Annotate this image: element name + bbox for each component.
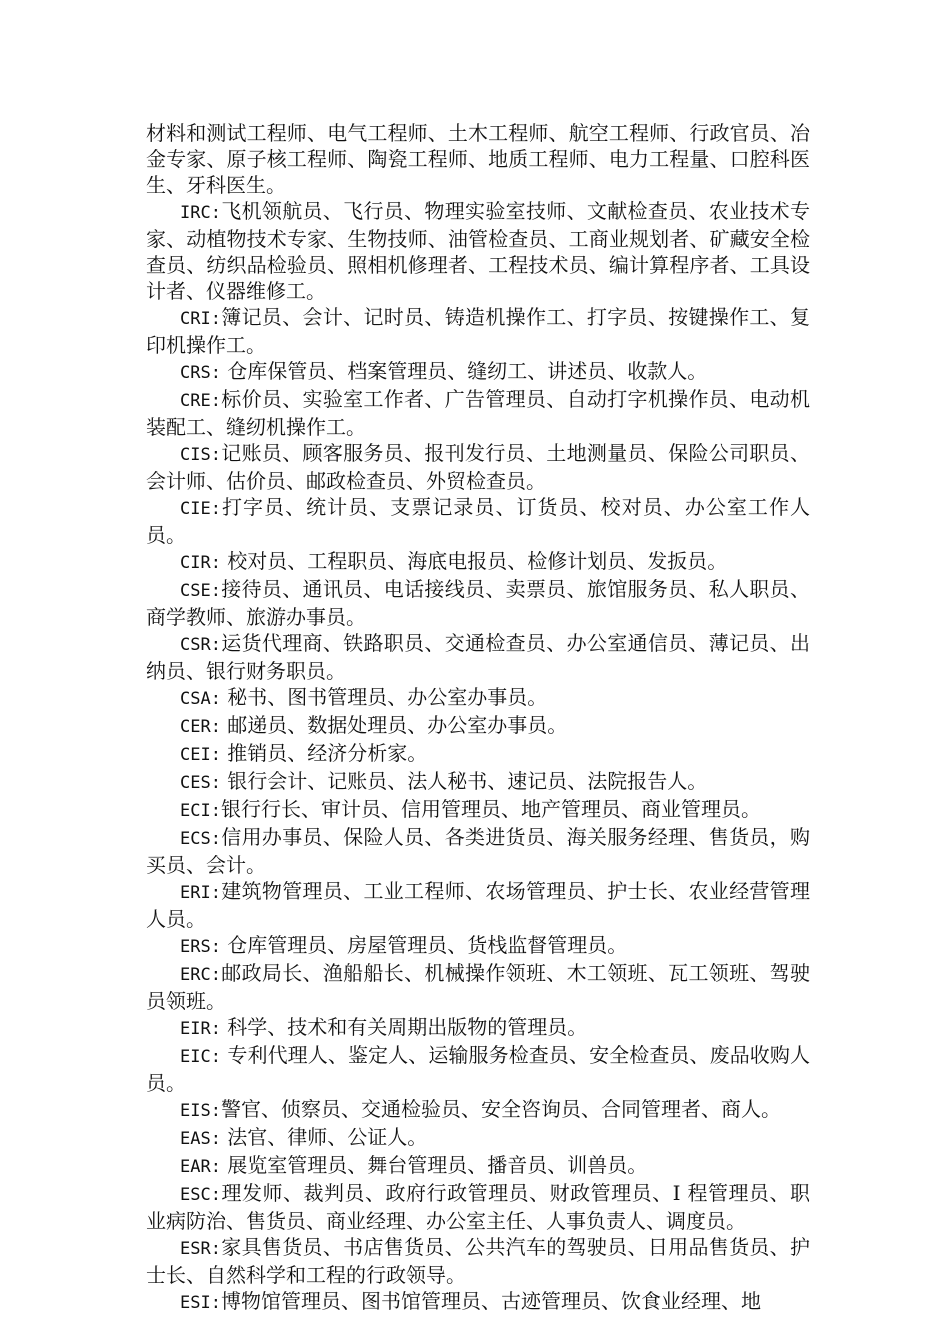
paragraph-text: 校对员、工程职员、海底电报员、检修计划员、发扳员。: [220, 549, 728, 573]
type-code: EIR:: [180, 1019, 221, 1039]
type-code: CIR:: [180, 553, 221, 573]
paragraph-csa: [146, 684, 810, 712]
paragraph-text: 展览室管理员、舞台管理员、播音员、训兽员。: [220, 1153, 648, 1177]
type-code: CES:: [180, 773, 221, 793]
paragraph-esc: [146, 1180, 810, 1234]
paragraph-cer: [146, 712, 810, 740]
paragraph-text: 秘书、图书管理员、办公室办事员。: [220, 685, 548, 709]
paragraph-eas: [146, 1124, 810, 1152]
paragraph-text: 博物馆管理员、图书馆管理员、古迹管理员、饮食业经理、地: [220, 1289, 761, 1313]
type-code: ESR:: [180, 1239, 221, 1259]
paragraph-crs: [146, 358, 810, 386]
paragraph-cir: [146, 548, 810, 576]
paragraph-text: 接待员、通讯员、电话接线员、卖票员、旅馆服务员、私人职员、商学教师、旅游办事员。: [146, 577, 810, 629]
paragraph-text: 银行会计、记账员、法人秘书、速记员、法院报告人。: [220, 769, 708, 793]
type-code: ERS:: [180, 937, 221, 957]
paragraph-text: 打字员、统计员、支票记录员、订货员、校对员、办公室工作人员。: [146, 495, 810, 547]
type-code: ERI:: [180, 883, 221, 903]
paragraph-eir: [146, 1014, 810, 1042]
paragraph-erc: [146, 960, 810, 1014]
paragraph-text: 建筑物管理员、工业工程师、农场管理员、护士长、农业经营管理人员。: [146, 879, 810, 931]
type-code: ERC:: [180, 965, 221, 985]
paragraph-text: 家具售货员、书店售货员、公共汽车的驾驶员、日用品售货员、护士长、自然科学和工程的行政领导。: [146, 1235, 810, 1287]
type-code: ESC:: [180, 1185, 221, 1205]
type-code: ESI:: [180, 1293, 221, 1313]
type-code: ECI:: [180, 801, 221, 821]
paragraph-text: 标价员、实验室工作者、广告管理员、自动打字机操作员、电动机装配工、缝纫机操作工。: [146, 387, 810, 439]
paragraph-esr: [146, 1234, 810, 1288]
paragraph-text: 专利代理人、鉴定人、运输服务检查员、安全检查员、废品收购人员。: [146, 1043, 810, 1095]
type-code: IRC:: [180, 203, 221, 223]
paragraph-text: 仓库保管员、档案管理员、缝纫工、讲述员、收款人。: [220, 359, 708, 383]
type-code: EIC:: [180, 1047, 221, 1067]
paragraph-ecs: [146, 824, 810, 878]
type-code: ECS:: [180, 829, 221, 849]
paragraph-text: 理发师、裁判员、政府行政管理员、财政管理员、I 程管理员、职业病防治、售货员、商业经理、办公室主任、人事负责人、调度员。: [146, 1181, 810, 1233]
paragraph-csr: [146, 630, 810, 684]
paragraph-ear: [146, 1152, 810, 1180]
paragraph-text: 警官、侦察员、交通检验员、安全咨询员、合同管理者、商人。: [220, 1097, 781, 1121]
paragraph-text: 记账员、顾客服务员、报刊发行员、土地测量员、保险公司职员、会计师、估价员、邮政检查员、外贸检查员。: [146, 441, 810, 493]
paragraph-text: 银行行长、审计员、信用管理员、地产管理员、商业管理员。: [220, 797, 761, 821]
document-body: [146, 120, 810, 1316]
paragraph-text: 法官、律师、公证人。: [220, 1125, 428, 1149]
paragraph-cse: [146, 576, 810, 630]
paragraph-irc: [146, 198, 810, 304]
paragraph-text: 飞机领航员、飞行员、物理实验室技师、文献检查员、农业技术专家、动植物技术专家、生物技师、油管检查员、工商业规划者、矿藏安全检查员、纺织品检验员、照相机修理者、工程技术员、编计算程序者、工具设计者、仪器维修工。: [146, 199, 810, 303]
paragraph-text: 仓库管理员、房屋管理员、货栈监督管理员。: [220, 933, 628, 957]
paragraph-eis: [146, 1096, 810, 1124]
paragraph-text: 簿记员、会计、记时员、铸造机操作工、打字员、按键操作工、复印机操作工。: [146, 305, 810, 357]
type-code: EAR:: [180, 1157, 221, 1177]
type-code: CRE:: [180, 391, 221, 411]
type-code: CRS:: [180, 363, 221, 383]
paragraph-text: 信用办事员、保险人员、各类进货员、海关服务经理、售货员，购买员、会计。: [146, 825, 810, 877]
paragraph-eri: [146, 878, 810, 932]
paragraph-text: 运货代理商、铁路职员、交通检查员、办公室通信员、薄记员、出纳员、银行财务职员。: [146, 631, 810, 683]
paragraph-text: 邮递员、数据处理员、办公室办事员。: [220, 713, 568, 737]
type-code: CSR:: [180, 635, 221, 655]
paragraph-cei: [146, 740, 810, 768]
paragraph-esi: [146, 1288, 810, 1316]
paragraph-text: 推销员、经济分析家。: [220, 741, 428, 765]
paragraph-eci: [146, 796, 810, 824]
paragraph-cie: [146, 494, 810, 548]
paragraph-cri: [146, 304, 810, 358]
paragraph-cre: [146, 386, 810, 440]
type-code: EAS:: [180, 1129, 221, 1149]
paragraph-text: 材料和测试工程师、电气工程师、土木工程师、航空工程师、行政官员、冶金专家、原子核工程师、陶瓷工程师、地质工程师、电力工程量、口腔科医生、牙科医生。: [146, 121, 810, 197]
type-code: CEI:: [180, 745, 221, 765]
paragraph-text: 邮政局长、渔船船长、机械操作领班、木工领班、瓦工领班、驾驶员领班。: [146, 961, 810, 1013]
type-code: CSA:: [180, 689, 221, 709]
paragraph-text: 科学、技术和有关周期出版物的管理员。: [220, 1015, 588, 1039]
paragraph-eic: [146, 1042, 810, 1096]
type-code: CER:: [180, 717, 221, 737]
paragraph-ces: [146, 768, 810, 796]
paragraph-continued: [146, 120, 810, 198]
type-code: CSE:: [180, 581, 221, 601]
type-code: CIE:: [180, 499, 221, 519]
paragraph-cis: [146, 440, 810, 494]
type-code: CIS:: [180, 445, 221, 465]
type-code: CRI:: [180, 309, 221, 329]
type-code: EIS:: [180, 1101, 221, 1121]
paragraph-ers: [146, 932, 810, 960]
